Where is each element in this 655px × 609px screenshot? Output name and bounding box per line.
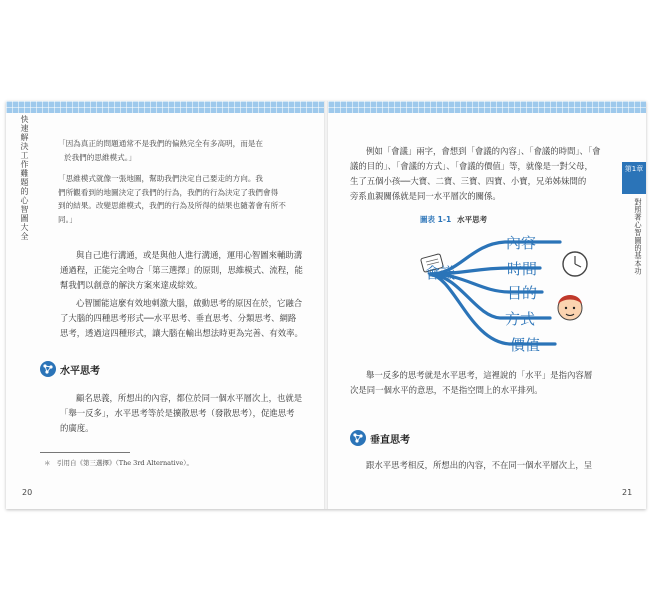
heading-text: 水平思考: [60, 365, 100, 377]
quote-line: 於我們的思維模式。」: [64, 152, 137, 162]
paragraph-mindmap-brain: [60, 296, 303, 341]
quote-line: 「思維模式就像一張地圖，幫助我們決定自己要走的方向。我: [58, 174, 264, 183]
heading-vertical-thinking: [350, 430, 410, 446]
mindmap-branch-label: 價值: [510, 336, 541, 354]
heading-horizontal-thinking: [40, 361, 100, 377]
heading-text: 垂直思考: [370, 434, 410, 446]
text-line: 議的目的」、「會議的方式」、「會議的價值」等，就像是一對父母，: [350, 161, 593, 171]
text-line: 幫我們以創意的解決方案來達成綜效。: [60, 280, 203, 290]
network-heading-icon: [40, 361, 56, 377]
mindmap-branch-label: 目的: [507, 284, 538, 302]
figure-caption: [420, 214, 487, 225]
figure-number: 圖表 1-1: [420, 215, 452, 224]
grid-header-left: [6, 101, 324, 113]
text-line: 例如「會議」兩字，會想到「會議的內容」、「會議的時間」、「會: [366, 146, 601, 156]
mindmap-branch-label: 方式: [505, 310, 536, 328]
quote-line: 到的結果。改變思維模式，我們的行為及所得的結果也隨著會有所不: [58, 201, 286, 210]
paragraph-communication: [60, 248, 303, 293]
chapter-label: 對照著心智圖的基本功: [634, 198, 643, 275]
quote-line: 「因為真正的問題通常不是我們的偏熟完全有多高明，而是在: [58, 139, 264, 148]
figure-title: 水平思考: [457, 215, 488, 224]
mindmap-branch-label: 內容: [506, 234, 537, 252]
running-title: 快速解決工作難題的心智圖大全: [20, 115, 29, 241]
mindmap-branches: [430, 242, 560, 344]
page-number-right: 21: [622, 488, 633, 497]
paragraph-vertical: [350, 458, 592, 473]
quote-line: 們所觀看到的地圖決定了我們的行為，我們的行為決定了我們會得: [58, 187, 279, 197]
mindmap-branch-label: 時間: [507, 260, 538, 278]
text-line: 通過程，正能完全吻合「第三選擇」的原則，思維模式、流程，能: [60, 265, 303, 275]
footnote: ＊ 引用自《第三選擇》（The 3rd Alternative）。: [44, 459, 194, 467]
text-line: 了大腦的四種思考形式──水平思考、垂直思考、分類思考、網路: [60, 313, 297, 323]
quote-block: [58, 137, 286, 226]
paragraph-meeting-example: [350, 144, 600, 204]
text-line: 舉一反多的思考就是水平思考，這裡說的「水平」是指內容層: [366, 370, 593, 380]
paragraph-horizontal: [60, 391, 302, 436]
text-line: 跟水平思考相反，所想出的內容，不在同一個水平層次上，呈: [366, 460, 593, 470]
paragraph-horizontal-definition: [350, 368, 592, 398]
face-icon: [558, 295, 582, 320]
mindmap-diagram: [380, 226, 610, 356]
network-heading-icon: [350, 430, 366, 446]
text-line: 思考，透過這四種形式，讓大腦在輸出想法時更為完善、有效率。: [60, 328, 303, 338]
quote-line: 同。」: [58, 214, 77, 224]
chapter-tab: 第1章: [622, 162, 646, 194]
page-number-left: 20: [22, 488, 33, 497]
text-line: 與自己進行溝通，或是與他人進行溝通，運用心智圖來輔助溝: [76, 250, 303, 260]
text-line: 心智圖能這麼有效地刺激大腦，啟動思考的原因在於，它融合: [76, 298, 303, 308]
clock-icon: [563, 252, 587, 276]
grid-header-right: [328, 101, 646, 113]
text-line: 的廣度。: [60, 423, 94, 433]
text-line: 「舉一反多」，水平思考等於是擴散思考（發散思考），促進思考: [60, 408, 295, 418]
text-line: 顧名思義，所想出的內容，都位於同一個水平層次上，也就是: [76, 393, 303, 403]
mindmap-center: 會議: [425, 264, 456, 282]
text-line: 生了五個小孩──大寶、二寶、三寶、四寶、小寶，兄弟姊妹間的: [350, 176, 587, 186]
book-spine: [324, 101, 328, 509]
text-line: 旁系血親關係就是同一水平層次的關係。: [350, 191, 501, 201]
text-line: 次是同一個水平的意思，不是指空間上的水平排列。: [350, 385, 543, 395]
footnote-rule: [40, 452, 130, 453]
